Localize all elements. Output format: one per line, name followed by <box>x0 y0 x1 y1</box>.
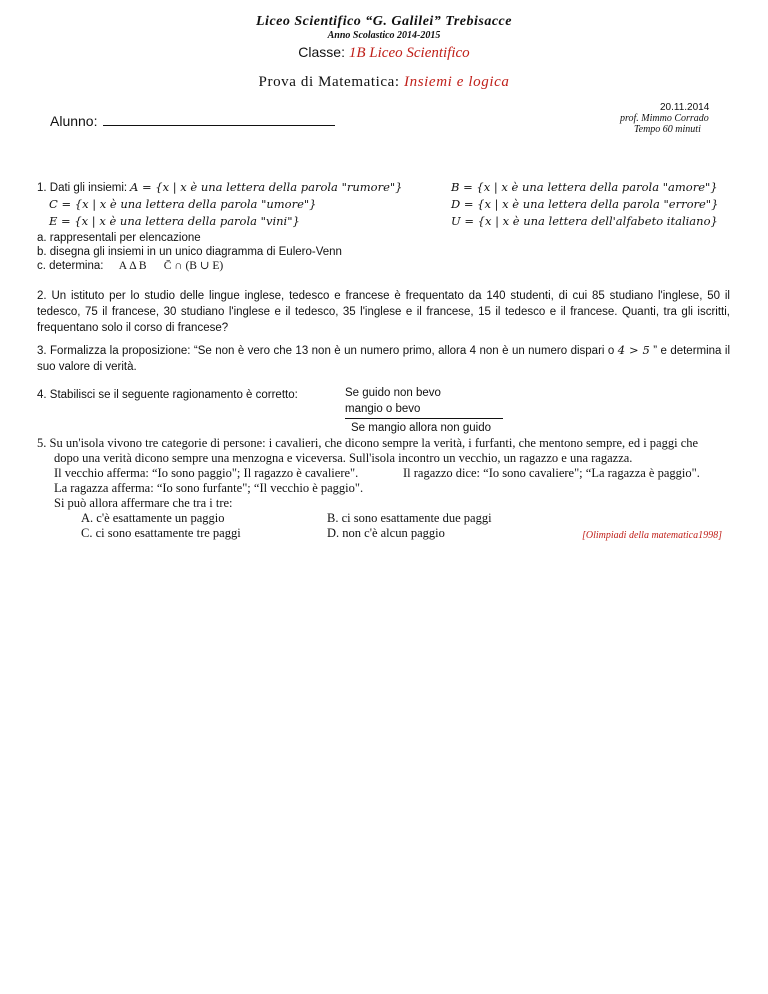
q1-intro: 1. Dati gli insiemi: <box>37 182 128 194</box>
q3-text-end: ” e determina il suo valore di verità. <box>37 345 730 373</box>
question-2: 2. Un istituto per lo studio delle lingue inglese, tedesco e francese è frequentato da 140 studenti, di cui 85 studiano l'inglese, 50 il tedesco, 75 il francese, 30 studiano l'inglese e il tedesco, 35 l'inglese e il francese, 15 il tedesco e il francese. Quanti, tra gli iscritti, frequentano solo il corso di francese? <box>37 290 730 334</box>
set-b-definition: B = {x | x è una lettera della parola "amore"} <box>451 180 718 194</box>
set-e-definition: E = {x | x è una lettera della parola "vini"} <box>49 214 300 228</box>
q5-line-2: dopo una verità dicono sempre una menzogna e viceversa. Sull'isola incontro un vecchio, un ragazzo e una ragazza. <box>54 451 633 465</box>
test-title-label: Prova di Matematica: <box>258 74 400 90</box>
q1-task-a: a. rappresentali per elencazione <box>37 232 201 244</box>
class-value: 1B Liceo Scientifico <box>348 45 470 61</box>
q4-conclusion: Se mangio allora non guido <box>351 422 492 434</box>
q3-text-start: 3. Formalizza la proposizione: “Se non è vero che 13 non è un numero primo, allora 4 non è un numero dispari o <box>37 345 615 357</box>
q5-option-a: A. c'è esattamente un paggio <box>81 511 225 525</box>
q4-premise-2: mangio o bevo <box>345 403 421 415</box>
q3-math: 4 > 5 <box>617 343 650 357</box>
q5-line-3b: Il ragazzo dice: “Io sono cavaliere"; “La ragazza è paggio". <box>403 466 700 480</box>
question-4-label: 4. Stabilisci se il seguente ragionamento è corretto: <box>37 389 298 401</box>
school-name: Liceo Scientifico “G. Galilei” Trebisacce <box>256 14 512 29</box>
q1-expr-symmetric-diff: A Δ B <box>118 260 147 272</box>
q1-task-c <box>37 259 403 273</box>
class-label: Classe: <box>298 44 345 60</box>
q5-option-c: C. ci sono esattamente tre paggi <box>81 526 241 540</box>
q5-options-row-2 <box>37 526 737 541</box>
student-field <box>50 113 335 129</box>
student-label: Alunno: <box>50 113 98 129</box>
question-1 <box>37 179 403 273</box>
question-5 <box>37 436 737 541</box>
q5-line-3 <box>37 466 737 481</box>
q4-premise-1: Se guido non bevo <box>345 387 441 399</box>
test-date: 20.11.2014 <box>660 102 710 113</box>
question-1-right-sets <box>451 179 718 230</box>
q5-line-5: Si può allora affermare che tra i tre: <box>54 496 233 510</box>
q1-task-b: b. disegna gli insiemi in un unico diagramma di Eulero-Venn <box>37 246 342 258</box>
q5-line-3a: Il vecchio afferma: “Io sono paggio"; Il ragazzo è cavaliere". <box>54 466 359 480</box>
q5-option-d: D. non c'è alcun paggio <box>327 526 445 540</box>
set-u-definition: U = {x | x è una lettera dell'alfabeto italiano} <box>451 214 718 228</box>
q5-line-1: 5. Su un'isola vivono tre categorie di persone: i cavalieri, che dicono sempre la verità, i furfanti, che mentono sempre, ed i paggi che <box>37 436 699 450</box>
q1-expr-complement: C̄ ∩ (B ∪ E) <box>163 260 224 272</box>
test-topic: Insiemi e logica <box>404 74 510 90</box>
q1-task-c-label: c. determina: <box>37 260 104 272</box>
question-3 <box>37 342 730 375</box>
q5-options-row-1 <box>37 511 737 526</box>
q4-inference-line <box>345 418 503 419</box>
set-d-definition: D = {x | x è una lettera della parola "errore"} <box>451 197 719 211</box>
test-title <box>0 74 768 91</box>
q5-option-b: B. ci sono esattamente due paggi <box>327 511 492 525</box>
q5-source: [Olimpiadi della matematica1998] <box>582 530 722 541</box>
class-line <box>0 44 768 62</box>
school-year: Anno Scolastico 2014-2015 <box>327 30 441 41</box>
set-c-definition: C = {x | x è una lettera della parola "umore"} <box>49 197 317 211</box>
question-4-premises <box>345 385 441 417</box>
time-limit: Tempo 60 minuti <box>634 124 701 135</box>
student-name-line[interactable] <box>103 113 335 126</box>
set-a-definition: A = {x | x è una lettera della parola "rumore"} <box>130 180 403 194</box>
teacher-name: prof. Mimmo Corrado <box>620 113 709 124</box>
q5-line-4: La ragazza afferma: “Io sono furfante"; “Il vecchio è paggio". <box>54 481 364 495</box>
